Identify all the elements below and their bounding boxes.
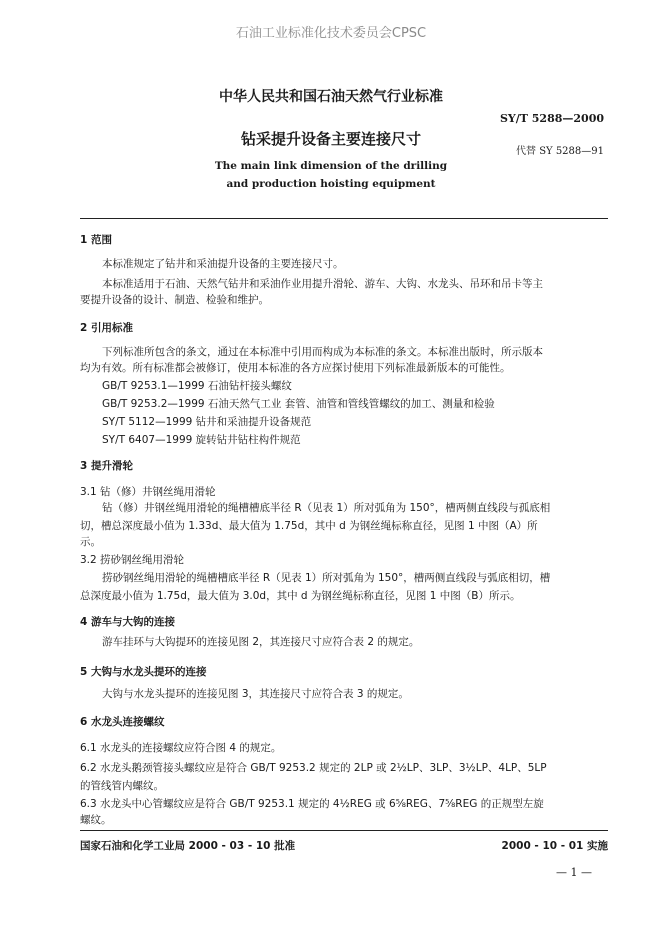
section-2-heading: 2 引用标准	[80, 322, 133, 334]
english-title-line-2: and production hoisting equipment	[226, 178, 436, 190]
section-3-heading: 3 提升滑轮	[80, 460, 133, 472]
approval-line: 国家石油和化学工业局 2000 - 03 - 10 批准	[80, 840, 296, 852]
section-1-heading: 1 范围	[80, 234, 112, 246]
subsection-3-1-heading: 3.1 钻（修）井钢丝绳用滑轮	[80, 486, 216, 498]
section-4-heading: 4 游车与大钩的连接	[80, 616, 175, 628]
section-1-paragraph: 要提升设备的设计、制造、检验和维护。	[80, 294, 269, 306]
industry-standard-heading: 中华人民共和国石油天然气行业标准	[219, 89, 443, 105]
page-number: — 1 —	[556, 866, 592, 879]
replaces-standard: 代替 SY 5288—91	[516, 146, 604, 157]
section-6-1-paragraph: 6.1 水龙头的连接螺纹应符合图 4 的规定。	[80, 742, 282, 754]
section-3-1-paragraph: 切，槽总深度最小值为 1.33d、最大值为 1.75d，其中 d 为钢丝绳标称直径，见图 1 中图（A）所	[80, 520, 538, 532]
section-2-paragraph: 下列标准所包含的条文，通过在本标准中引用而构成为本标准的条文。本标准出版时，所示版本	[102, 346, 543, 358]
reference-item: SY/T 6407—1999 旋转钻井钻柱构件规范	[102, 434, 301, 446]
standard-number: SY/T 5288—2000	[499, 112, 604, 125]
section-3-2-paragraph: 总深度最小值为 1.75d，最大值为 3.0d，其中 d 为钢丝绳标称直径，见图 1 中图（B）所示。	[80, 590, 521, 602]
footer-divider	[80, 830, 608, 831]
section-3-2-paragraph: 捞砂钢丝绳用滑轮的绳槽槽底半径 R（见表 1）所对弧角为 150°，槽两侧直线段与弧底相切，槽	[102, 572, 551, 584]
english-title-line-1: The main link dimension of the drilling	[214, 160, 448, 172]
reference-item: GB/T 9253.1—1999 石油钻杆接头螺纹	[102, 380, 292, 392]
section-6-3-paragraph: 螺纹。	[80, 814, 112, 826]
committee-header: 石油工业标准化技术委员会CPSC	[235, 26, 427, 41]
section-5-heading: 5 大钩与水龙头提环的连接	[80, 666, 207, 678]
document-title: 钻采提升设备主要连接尺寸	[240, 130, 421, 148]
implementation-date: 2000 - 10 - 01 实施	[501, 840, 608, 852]
section-4-paragraph: 游车挂环与大钩提环的连接见图 2，其连接尺寸应符合表 2 的规定。	[102, 636, 420, 648]
section-2-paragraph: 均为有效。所有标准都会被修订，使用本标准的各方应探讨使用下列标准最新版本的可能性。	[80, 362, 511, 374]
subsection-3-2-heading: 3.2 捞砂钢丝绳用滑轮	[80, 554, 185, 566]
section-6-heading: 6 水龙头连接螺纹	[80, 716, 165, 728]
reference-item: GB/T 9253.2—1999 石油天然气工业 套管、油管和管线管螺纹的加工、测量和检验	[102, 398, 495, 410]
header-divider	[80, 218, 608, 219]
section-1-paragraph: 本标准规定了钻井和采油提升设备的主要连接尺寸。	[102, 258, 344, 270]
section-5-paragraph: 大钩与水龙头提环的连接见图 3，其连接尺寸应符合表 3 的规定。	[102, 688, 409, 700]
section-3-1-paragraph: 示。	[80, 536, 101, 548]
reference-item: SY/T 5112—1999 钻井和采油提升设备规范	[102, 416, 312, 428]
section-6-3-paragraph: 6.3 水龙头中心管螺纹应是符合 GB/T 9253.1 规定的 4½REG 或 6⅝REG、7⅝REG 的正规型左旋	[80, 798, 544, 810]
section-3-1-paragraph: 钻（修）井钢丝绳用滑轮的绳槽槽底半径 R（见表 1）所对弧角为 150°，槽两侧直线段与孤底相	[102, 502, 551, 514]
section-1-paragraph: 本标准适用于石油、天然气钻井和采油作业用提升滑轮、游车、大钩、水龙头、吊环和吊卡等主	[102, 278, 543, 290]
section-6-2-paragraph: 6.2 水龙头鹅颈管接头螺纹应是符合 GB/T 9253.2 规定的 2LP 或 2½LP、3LP、3½LP、4LP、5LP	[80, 762, 547, 774]
section-6-2-paragraph: 的管线管内螺纹。	[80, 780, 164, 792]
